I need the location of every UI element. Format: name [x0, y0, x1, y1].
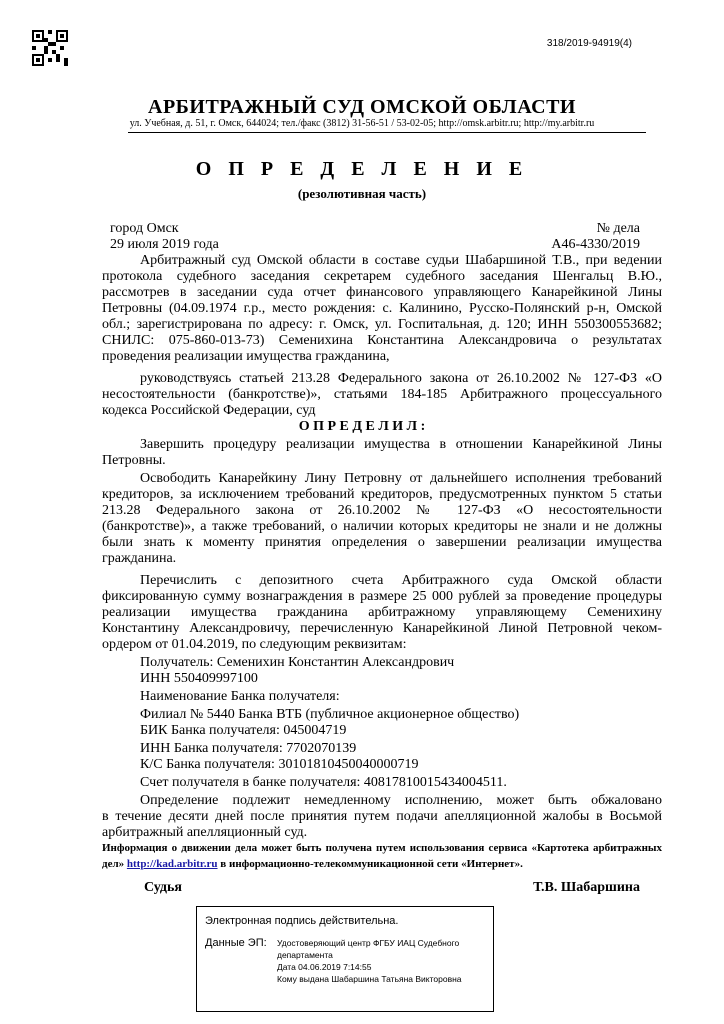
e-signature-line: департамента — [277, 950, 333, 960]
qr-code-icon — [32, 30, 68, 66]
recipient-line: Получатель: Семенихин Константин Александрович — [140, 655, 455, 670]
body-line: в течение десяти дней после принятия путем подачи апелляционной жалобы в Восьмой — [102, 809, 662, 824]
e-signature-valid: Электронная подпись действительна. — [205, 915, 399, 927]
e-signature-line: Дата 04.06.2019 7:14:55 — [277, 962, 372, 972]
document-title: О П Р Е Д Е Л Е Н И Е — [195, 158, 529, 180]
body-line: реализации имущества гражданина арбитражному управляющему Семенихину — [102, 605, 662, 620]
body-line: Арбитражный суд Омской области в составе судьи Шабаршиной Т.В., при ведении — [140, 253, 662, 268]
body-line: проведения реализации имущества гражданина, — [102, 349, 390, 364]
info-note-text-end: в информационно-телекоммуникационной сети «Интернет». — [217, 858, 523, 870]
kad-arbitr-link[interactable]: http://kad.arbitr.ru — [126, 858, 218, 870]
e-signature-details — [277, 937, 462, 985]
case-code: 318/2019-94919(4) — [546, 38, 632, 49]
recipient-line: Филиал № 5440 Банка ВТБ (публичное акционерное общество) — [140, 707, 520, 722]
court-name: АРБИТРАЖНЫЙ СУД ОМСКОЙ ОБЛАСТИ — [148, 96, 576, 118]
case-number: А46-4330/2019 — [551, 237, 640, 252]
recipient-line: ИНН Банка получателя: 7702070139 — [140, 741, 357, 756]
body-line: рассмотрев в заседании суда отчет финансового управляющего Канарейкиной Лины — [102, 285, 662, 300]
header-divider — [128, 132, 646, 133]
recipient-line: Счет получателя в банке получателя: 40817810015434004511. — [140, 775, 507, 790]
document-subtitle: (резолютивная часть) — [297, 186, 427, 201]
body-line: Освободить Канарейкину Лину Петровну от дальнейшего исполнения требований — [140, 471, 662, 486]
court-address: ул. Учебная, д. 51, г. Омск, 644024; тел./факс (3812) 31-56-51 / 53-02-05; http://omsk.arbitr.ru; http://my.arbitr.ru — [129, 118, 595, 129]
case-info-note — [102, 840, 662, 872]
body-line: (банкротстве)», а также требований, о наличии которых кредиторы не знали и не должны — [102, 519, 662, 534]
recipient-line: ИНН 550409997100 — [140, 671, 258, 686]
body-line: ордером от 01.04.2019, по следующим реквизитам: — [102, 637, 407, 652]
case-number-label: № дела — [596, 221, 640, 236]
body-line: фиксированную сумму вознаграждения в размере 25 000 рублей за проведение процедуры — [102, 589, 662, 604]
body-line: Константину Александровичу, перечисленную Канарейкиной Линой Петровной чеком- — [102, 621, 662, 636]
body-line: кодекса Российской Федерации, суд — [102, 403, 316, 418]
body-line: арбитражный апелляционный суд. — [102, 825, 308, 840]
e-signature-line: Кому выдана Шабаршина Татьяна Викторовна — [277, 974, 462, 984]
body-line: Перечислить с депозитного счета Арбитражного суда Омской области — [140, 573, 662, 588]
body-line: руководствуясь статьей 213.28 Федерального закона от 26.10.2002 № 127-ФЗ «О — [140, 371, 662, 386]
document-date: 29 июля 2019 года — [110, 237, 219, 252]
city: город Омск — [110, 221, 179, 236]
body-line: кредиторов, за исключением требований кредиторов, предусмотренных пунктом 5 статьи — [102, 487, 662, 502]
body-line: Петровны (04.09.1974 г.р., место рождения: с. Калинино, Русско-Полянский р-н, Омской — [102, 301, 662, 316]
e-signature-stamp — [196, 906, 494, 1012]
body-line: СНИЛС: 075-860-013-73) Семенихина Константина Александровича о результатах — [102, 333, 662, 348]
body-line: Петровны. — [102, 453, 166, 468]
e-signature-data-label: Данные ЭП: — [205, 937, 267, 949]
body-line: протокола судебного заседания секретарем судебного заседания Шенгальц В.Ю., — [102, 269, 662, 284]
body-line: Завершить процедуру реализации имущества в отношении Канарейкиной Лины — [140, 437, 662, 452]
body-line: несостоятельности (банкротстве)», статьями 184-185 Арбитражного процессуального — [102, 387, 662, 402]
body-line: 213.28 Федерального закона от 26.10.2002 № 127-ФЗ «О несостоятельности — [102, 503, 662, 518]
ruling-heading: О П Р Е Д Е Л И Л : — [298, 419, 426, 434]
body-line: были знать к моменту принятия определения о завершении реализации имущества — [102, 535, 662, 550]
judge-name: Т.В. Шабаршина — [533, 880, 640, 895]
recipient-line: Наименование Банка получателя: — [140, 689, 340, 704]
recipient-line: БИК Банка получателя: 045004719 — [140, 723, 347, 738]
e-signature-line: Удостоверяющий центр ФГБУ ИАЦ Судебного — [277, 938, 460, 948]
body-line: гражданина. — [102, 551, 177, 566]
judge-label: Судья — [144, 880, 182, 895]
recipient-line: К/С Банка получателя: 30101810450040000719 — [140, 757, 419, 772]
body-line: Определение подлежит немедленному исполнению, может быть обжаловано — [140, 793, 662, 808]
body-line: обл.; зарегистрирована по адресу: г. Омск, ул. Госпитальная, д. 120; ИНН 550300553682; — [102, 317, 662, 332]
info-note-text: Информация о движении дела может быть получена путем использования сервиса «Картотека арбитражных дел» — [102, 842, 662, 870]
